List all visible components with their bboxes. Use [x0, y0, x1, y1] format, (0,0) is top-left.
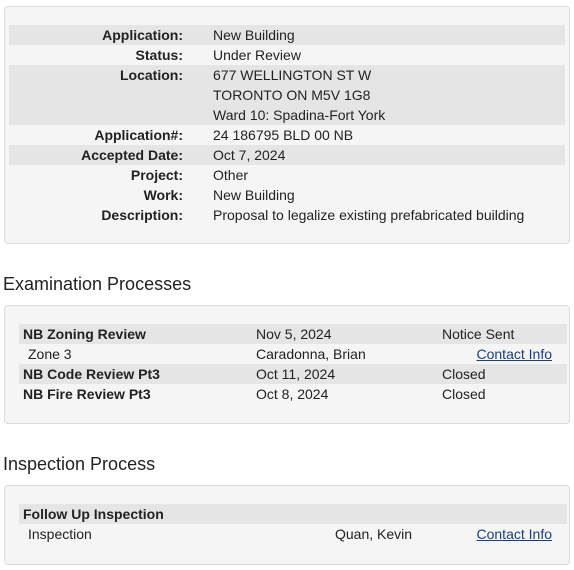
application-number-label: Application#: — [94, 127, 183, 143]
project-label: Project: — [130, 167, 183, 183]
location-label: Location: — [120, 67, 183, 83]
project-value: Other — [213, 167, 249, 183]
zoning-review-detail-row — [19, 344, 567, 364]
inspection-process-heading: Inspection Process — [3, 454, 156, 474]
code-review-status: Closed — [442, 366, 486, 382]
accepted-date-row — [9, 145, 565, 165]
description-label: Description: — [101, 207, 183, 223]
zoning-contact-info-link[interactable]: Contact Info — [476, 346, 552, 362]
application-type-label: Application: — [102, 27, 183, 43]
work-label: Work: — [143, 187, 183, 203]
status-value: Under Review — [213, 47, 301, 63]
inspection-process-panel — [4, 485, 570, 565]
work-value: New Building — [213, 187, 295, 203]
code-review-name: NB Code Review Pt3 — [23, 366, 160, 382]
description-value: Proposal to legalize existing prefabricated building — [213, 207, 525, 223]
examination-processes-panel — [4, 305, 570, 424]
zoning-review-name: NB Zoning Review — [23, 326, 146, 342]
zoning-review-status: Notice Sent — [442, 326, 515, 342]
zoning-review-row — [19, 324, 567, 344]
status-row — [9, 45, 565, 65]
examination-processes-heading: Examination Processes — [3, 274, 192, 294]
location-row — [9, 65, 565, 125]
location-street: 677 WELLINGTON ST W — [213, 67, 372, 83]
status-label: Status: — [135, 47, 183, 63]
inspector-name: Quan, Kevin — [335, 526, 413, 542]
follow-up-inspection-row — [19, 504, 567, 524]
code-review-row — [19, 364, 567, 384]
zoning-review-date: Nov 5, 2024 — [256, 326, 332, 342]
application-number-value: 24 186795 BLD 00 NB — [213, 127, 354, 143]
zone-name: Zone 3 — [28, 346, 72, 362]
location-city: TORONTO ON M5V 1G8 — [213, 87, 371, 103]
follow-up-inspection-title: Follow Up Inspection — [23, 506, 164, 522]
code-review-date: Oct 11, 2024 — [256, 366, 336, 382]
fire-review-row — [19, 384, 567, 404]
application-details-panel — [4, 6, 570, 244]
fire-review-status: Closed — [442, 386, 486, 402]
application-number-row — [9, 125, 565, 145]
inspection-name: Inspection — [28, 526, 92, 542]
zoning-examiner: Caradonna, Brian — [256, 346, 366, 362]
location-ward: Ward 10: Spadina-Fort York — [213, 107, 386, 123]
inspection-row — [19, 524, 567, 544]
accepted-date-label: Accepted Date: — [81, 147, 183, 163]
project-row — [9, 165, 565, 185]
fire-review-name: NB Fire Review Pt3 — [23, 386, 151, 402]
application-type-row — [9, 25, 565, 45]
application-type-value: New Building — [213, 27, 295, 43]
description-row — [9, 205, 565, 225]
fire-review-date: Oct 8, 2024 — [256, 386, 329, 402]
work-row — [9, 185, 565, 205]
inspection-contact-info-link[interactable]: Contact Info — [476, 526, 552, 542]
accepted-date-value: Oct 7, 2024 — [213, 147, 286, 163]
